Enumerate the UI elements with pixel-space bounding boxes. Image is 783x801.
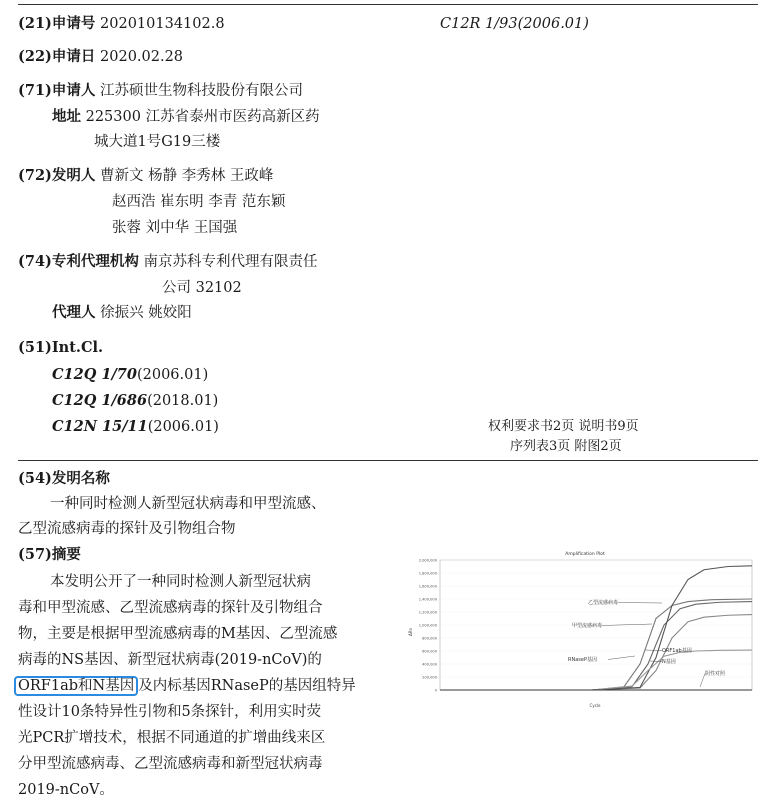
address-line-1: 225300 江苏省泰州市医药高新区药 bbox=[85, 109, 320, 125]
intcl-item bbox=[52, 418, 219, 436]
y-tick-label: 2,000,000 bbox=[418, 558, 437, 563]
annotation-pointer bbox=[700, 674, 705, 688]
intcl-year: (2006.01) bbox=[147, 419, 219, 435]
abstract-line: 病毒的NS基因、新型冠状病毒(2019-nCoV)的 bbox=[18, 652, 322, 668]
applicant bbox=[18, 82, 303, 100]
abstract-line: 2019-nCoV。 bbox=[18, 782, 114, 798]
intcl-label: (51)Int.Cl. bbox=[18, 339, 104, 356]
chart-annotation: 乙型流感病毒 bbox=[588, 600, 619, 606]
invention-title-label: (54)发明名称 bbox=[18, 470, 110, 487]
applicant-label: (71)申请人 bbox=[18, 82, 96, 99]
page-counts-line-1: 权利要求书2页 说明书9页 bbox=[488, 419, 639, 434]
abstract-line: 性设计10条特异性引物和5条探针，利用实时荧 bbox=[18, 704, 322, 720]
y-tick-label: 400,000 bbox=[422, 662, 437, 667]
top-rule bbox=[18, 4, 758, 5]
application-date-label: (22)申请日 bbox=[18, 48, 96, 65]
intcl-item bbox=[52, 366, 208, 384]
y-tick-label: 1,200,000 bbox=[418, 610, 437, 615]
chart-title: Amplification Plot bbox=[565, 552, 605, 557]
intcl-code: C12Q 1/686 bbox=[52, 392, 148, 409]
intcl-code: C12Q 1/70 bbox=[52, 366, 137, 383]
y-tick-label: 0 bbox=[434, 688, 437, 693]
y-tick-label: 1,800,000 bbox=[418, 571, 437, 576]
abstract-label: (57)摘要 bbox=[18, 546, 81, 563]
chart-plot-area bbox=[419, 558, 752, 692]
y-tick-label: 1,600,000 bbox=[418, 584, 437, 589]
y-tick-label: 1,400,000 bbox=[418, 597, 437, 602]
application-number bbox=[18, 15, 225, 33]
abstract-line: 毒和甲型流感、乙型流感病毒的探针及引物组合 bbox=[18, 600, 323, 616]
address-line-2: 城大道1号G19三楼 bbox=[94, 134, 221, 150]
patent-agency-line-2: 公司 32102 bbox=[162, 280, 242, 296]
patent-agent-names: 徐振兴 姚姣阳 bbox=[100, 305, 192, 321]
application-date-value: 2020.02.28 bbox=[100, 49, 184, 65]
annotation-pointer bbox=[618, 603, 662, 604]
annotation-pointer bbox=[608, 656, 635, 660]
chart-annotation: ORF1ab基因 bbox=[662, 648, 692, 654]
address bbox=[52, 108, 320, 126]
inventors bbox=[18, 167, 273, 185]
application-number-value: 202010134102.8 bbox=[100, 16, 225, 32]
abstract-line: 物，主要是根据甲型流感病毒的M基因、乙型流感 bbox=[18, 626, 338, 642]
intcl-code: C12N 15/11 bbox=[52, 418, 148, 435]
highlighted-term: ORF1ab和N基因 bbox=[14, 676, 138, 696]
annotation-pointer bbox=[645, 650, 662, 651]
y-tick-label: 1,000,000 bbox=[418, 623, 437, 628]
invention-title-line-2: 乙型流感病毒的探针及引物组合物 bbox=[18, 521, 236, 537]
intcl-year: (2018.01) bbox=[147, 393, 219, 409]
applicant-name: 江苏硕世生物科技股份有限公司 bbox=[100, 83, 304, 99]
x-axis-label: Cycle bbox=[589, 703, 601, 708]
right-classification: C12R 1/93(2006.01) bbox=[440, 16, 589, 32]
patent-agency bbox=[18, 253, 318, 271]
inventors-line-1: 曹新文 杨静 李秀林 王政峰 bbox=[100, 168, 274, 184]
abstract-line: 光PCR扩增技术，根据不同通道的扩增曲线来区 bbox=[18, 730, 326, 746]
y-tick-label: 800,000 bbox=[422, 636, 437, 641]
abstract-line: 本发明公开了一种同时检测人新型冠状病 bbox=[50, 574, 311, 590]
patent-agency-label: (74)专利代理机构 bbox=[18, 253, 139, 270]
invention-title-line-1: 一种同时检测人新型冠状病毒和甲型流感、 bbox=[50, 496, 326, 512]
y-axis-label: ΔRn bbox=[408, 627, 413, 637]
intcl-item bbox=[52, 392, 218, 410]
inventors-label: (72)发明人 bbox=[18, 167, 96, 184]
page-counts-line-2: 序列表3页 附图2页 bbox=[510, 439, 622, 454]
address-label: 地址 bbox=[52, 108, 81, 125]
inventors-line-2: 赵西浩 崔东明 李青 范东颖 bbox=[112, 194, 286, 210]
chart-annotation: RNaseP基因 bbox=[568, 657, 597, 663]
abstract-line bbox=[18, 677, 356, 695]
patent-agent-label: 代理人 bbox=[52, 304, 96, 321]
chart-annotation: 甲型流感病毒 bbox=[572, 623, 603, 629]
application-date bbox=[18, 48, 183, 66]
chart-annotation: 阴性对照 bbox=[705, 671, 726, 677]
inventors-line-3: 张蓉 刘中华 王国强 bbox=[112, 220, 238, 236]
y-tick-label: 200,000 bbox=[422, 675, 437, 680]
annotation-pointer bbox=[602, 624, 652, 626]
abstract-line-rest: 及内标基因RNaseP的基因组特异 bbox=[138, 678, 356, 694]
patent-agent bbox=[52, 304, 192, 322]
y-tick-label: 600,000 bbox=[422, 649, 437, 654]
application-number-label: (21)申请号 bbox=[18, 15, 96, 32]
section-divider bbox=[18, 460, 758, 461]
amplification-plot bbox=[400, 548, 760, 708]
chart-annotation: N基因 bbox=[662, 659, 676, 665]
abstract-line: 分甲型流感病毒、乙型流感病毒和新型冠状病毒 bbox=[18, 756, 323, 772]
patent-agency-line-1: 南京苏科专利代理有限责任 bbox=[143, 254, 318, 270]
intcl-year: (2006.01) bbox=[136, 367, 209, 383]
